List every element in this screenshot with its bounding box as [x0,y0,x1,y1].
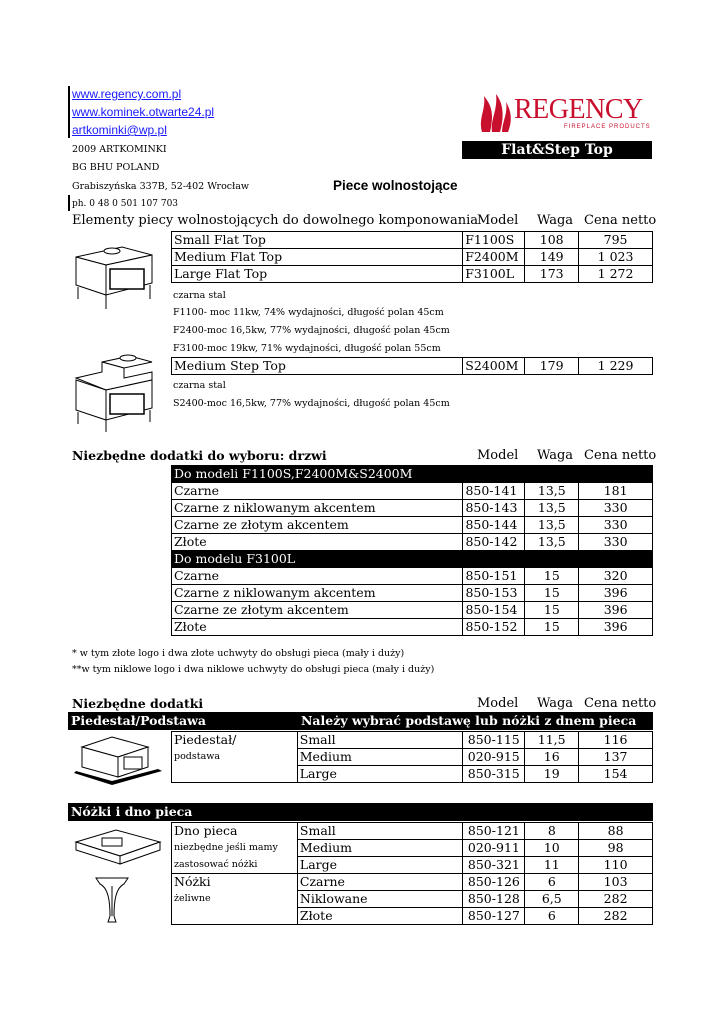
bottom-waga: 8 [525,823,579,840]
door-cena: 181 [579,483,653,500]
footnote-2: **w tym niklowe logo i dwa niklowe uchwyty do obsługi pieca (mały i duży) [72,664,435,675]
table-row [172,249,653,266]
pedestal-waga: 19 [525,766,579,783]
section1-col-model: Model [477,213,519,228]
pedestal-bar-right: Należy wybrać podstawę lub nóżki z dnem pieca [301,713,637,728]
door-waga: 13,5 [525,500,579,517]
doors-table [171,465,653,636]
product-model: F3100L [463,266,525,283]
pedestal-size: Large [297,766,463,783]
pedestal-size: Small [297,732,463,749]
flat-note: czarna stal [173,290,226,301]
pedestal-label: Piedestał/ [172,732,298,749]
header-left-border [68,86,70,138]
section3-col-model: Model [477,696,519,711]
bottom-size: Large [297,857,463,874]
bottom-waga: 10 [525,840,579,857]
legs-waga: 6,5 [525,891,579,908]
bottom-model: 020-911 [463,840,525,857]
group-header [172,466,653,483]
legs-waga: 6 [525,874,579,891]
bottom-cena: 110 [579,857,653,874]
table-row [172,908,653,925]
company-phone: ph. 0 48 0 501 107 703 [72,199,179,209]
product-cena: 1 272 [579,266,653,283]
section2-heading: Niezbędne dodatki do wyboru: drzwi [72,448,327,463]
company-sub: BG BHU POLAND [72,162,160,173]
product-model: S2400M [463,358,525,375]
door-cena: 330 [579,517,653,534]
door-model: 850-151 [463,568,525,585]
door-waga: 13,5 [525,534,579,551]
flat-note: F3100-moc 19kw, 71% wydajności, długość polan 55cm [173,343,441,354]
door-name: Złote [172,619,463,636]
product-name: Medium Step Top [172,358,463,375]
product-waga: 179 [525,358,579,375]
product-name: Small Flat Top [172,232,463,249]
step-note: S2400-moc 16,5kw, 77% wydajności, długość polan 45cm [173,398,450,409]
legs-model: 850-126 [463,874,525,891]
door-waga: 15 [525,585,579,602]
pedestal-model: 850-115 [463,732,525,749]
product-model: F2400M [463,249,525,266]
door-model: 850-143 [463,500,525,517]
link-email[interactable]: artkominki@wp.pl [72,123,167,137]
section3-col-waga: Waga [537,696,574,711]
pedestal-cena: 154 [579,766,653,783]
footnote-1: * w tym złote logo i dwa złote uchwyty do obsługi pieca (mały i duży) [72,648,405,659]
section3-heading: Niezbędne dodatki [72,696,204,711]
bottom-cena: 88 [579,823,653,840]
flat-top-stove-image [72,233,156,315]
pedestal-table [171,731,653,783]
flat-note: F2400-moc 16,5kw, 77% wydajności, długość polan 45cm [173,325,450,336]
pedestal-bar [68,712,653,730]
door-waga: 15 [525,602,579,619]
section2-col-waga: Waga [537,448,574,463]
table-row [172,857,653,874]
step-note: czarna stal [173,380,226,391]
pedestal-model: 020-915 [463,749,525,766]
legs-table [171,822,653,925]
legs-model: 850-127 [463,908,525,925]
door-waga: 13,5 [525,517,579,534]
section1-heading: Elementy piecy wolnostojących do dowolnego komponowania [72,213,479,228]
table-row [172,483,653,500]
table-row [172,874,653,891]
product-name: Large Flat Top [172,266,463,283]
section3-col-cena: Cena netto [584,696,657,711]
product-waga: 108 [525,232,579,249]
product-waga: 149 [525,249,579,266]
pedestal-sublabel: podstawa [172,749,298,766]
pedestal-image [72,733,164,791]
legs-model: 850-128 [463,891,525,908]
section1-col-waga: Waga [537,213,574,228]
section2-col-model: Model [477,448,519,463]
door-name: Złote [172,534,463,551]
product-cena: 1 023 [579,249,653,266]
table-row [172,891,653,908]
legs-size: Czarne [297,874,463,891]
pedestal-size: Medium [297,749,463,766]
door-name: Czarne ze złotym akcentem [172,517,463,534]
table-row [172,585,653,602]
door-model: 850-142 [463,534,525,551]
door-cena: 396 [579,602,653,619]
legs-size: Niklowane [297,891,463,908]
legs-cena: 282 [579,891,653,908]
door-cena: 330 [579,500,653,517]
table-row [172,766,653,783]
pedestal-bar-left: Piedestał/Podstawa [71,713,206,728]
company-address: Grabiszyńska 337B, 52-402 Wrocław [72,181,249,192]
door-model: 850-152 [463,619,525,636]
door-cena: 396 [579,619,653,636]
door-cena: 330 [579,534,653,551]
door-cena: 396 [579,585,653,602]
table-row [172,534,653,551]
bottom-plate-image [72,826,164,874]
door-name: Czarne z niklowanym akcentem [172,585,463,602]
table-row [172,602,653,619]
door-model: 850-153 [463,585,525,602]
pedestal-empty [172,766,298,783]
link-regency[interactable]: www.regency.com.pl [72,87,182,101]
pedestal-cena: 137 [579,749,653,766]
table-row [172,500,653,517]
company-name: 2009 ARTKOMINKI [72,144,167,155]
bottom-size: Small [297,823,463,840]
legs-cena: 282 [579,908,653,925]
link-kominek[interactable]: www.kominek.otwarte24.pl [72,105,215,119]
pedestal-waga: 11,5 [525,732,579,749]
table-row [172,266,653,283]
step-top-table [171,357,653,375]
pedestal-cena: 116 [579,732,653,749]
group-header [172,551,653,568]
door-waga: 15 [525,619,579,636]
section1-col-cena: Cena netto [584,213,657,228]
door-name: Czarne ze złotym akcentem [172,602,463,619]
pedestal-model: 850-315 [463,766,525,783]
door-cena: 320 [579,568,653,585]
flat-note: F1100- moc 11kw, 74% wydajności, długość polan 45cm [173,307,444,318]
legs-label: Nóżki [172,874,298,891]
door-name: Czarne z niklowanym akcentem [172,500,463,517]
product-name: Medium Flat Top [172,249,463,266]
door-waga: 13,5 [525,483,579,500]
product-cena: 1 229 [579,358,653,375]
table-row [172,749,653,766]
pedestal-waga: 16 [525,749,579,766]
table-row [172,232,653,249]
bottom-size: Medium [297,840,463,857]
flat-top-table [171,231,653,283]
product-title-bar [462,141,652,159]
bottom-sublabel: niezbędne jeśli mamy [172,840,298,857]
table-row [172,358,653,375]
table-row [172,840,653,857]
product-model: F1100S [463,232,525,249]
door-model: 850-144 [463,517,525,534]
legs-sublabel: żeliwne [172,891,298,908]
bottom-label: Dno pieca [172,823,298,840]
regency-logo [478,88,652,136]
bottom-sublabel: zastosować nóżki [172,857,298,874]
legs-bar-label: Nóżki i dno pieca [71,804,193,819]
header-left-border-2 [68,195,70,211]
legs-cena: 103 [579,874,653,891]
door-name: Czarne [172,483,463,500]
table-row [172,619,653,636]
legs-empty [172,908,298,925]
door-model: 850-154 [463,602,525,619]
table-row [172,517,653,534]
bottom-model: 850-121 [463,823,525,840]
table-row [172,568,653,585]
page-title: Piece wolnostojące [333,178,458,193]
door-waga: 15 [525,568,579,585]
bottom-model: 850-321 [463,857,525,874]
legs-waga: 6 [525,908,579,925]
bottom-waga: 11 [525,857,579,874]
product-waga: 173 [525,266,579,283]
table-row [172,823,653,840]
bottom-cena: 98 [579,840,653,857]
legs-bar [68,803,653,821]
door-model: 850-141 [463,483,525,500]
leg-image [94,876,130,930]
product-title: Flat&Step Top [501,142,613,158]
group-header-label: Do modelu F3100L [172,551,653,568]
logo-subtext: FIREPLACE PRODUCTS [564,124,651,130]
door-name: Czarne [172,568,463,585]
legs-size: Złote [297,908,463,925]
table-row [172,732,653,749]
product-cena: 795 [579,232,653,249]
step-top-stove-image [72,350,156,438]
section2-col-cena: Cena netto [584,448,657,463]
logo-text: REGENCY [514,94,643,125]
group-header-label: Do modeli F1100S,F2400M&S2400M [172,466,653,483]
